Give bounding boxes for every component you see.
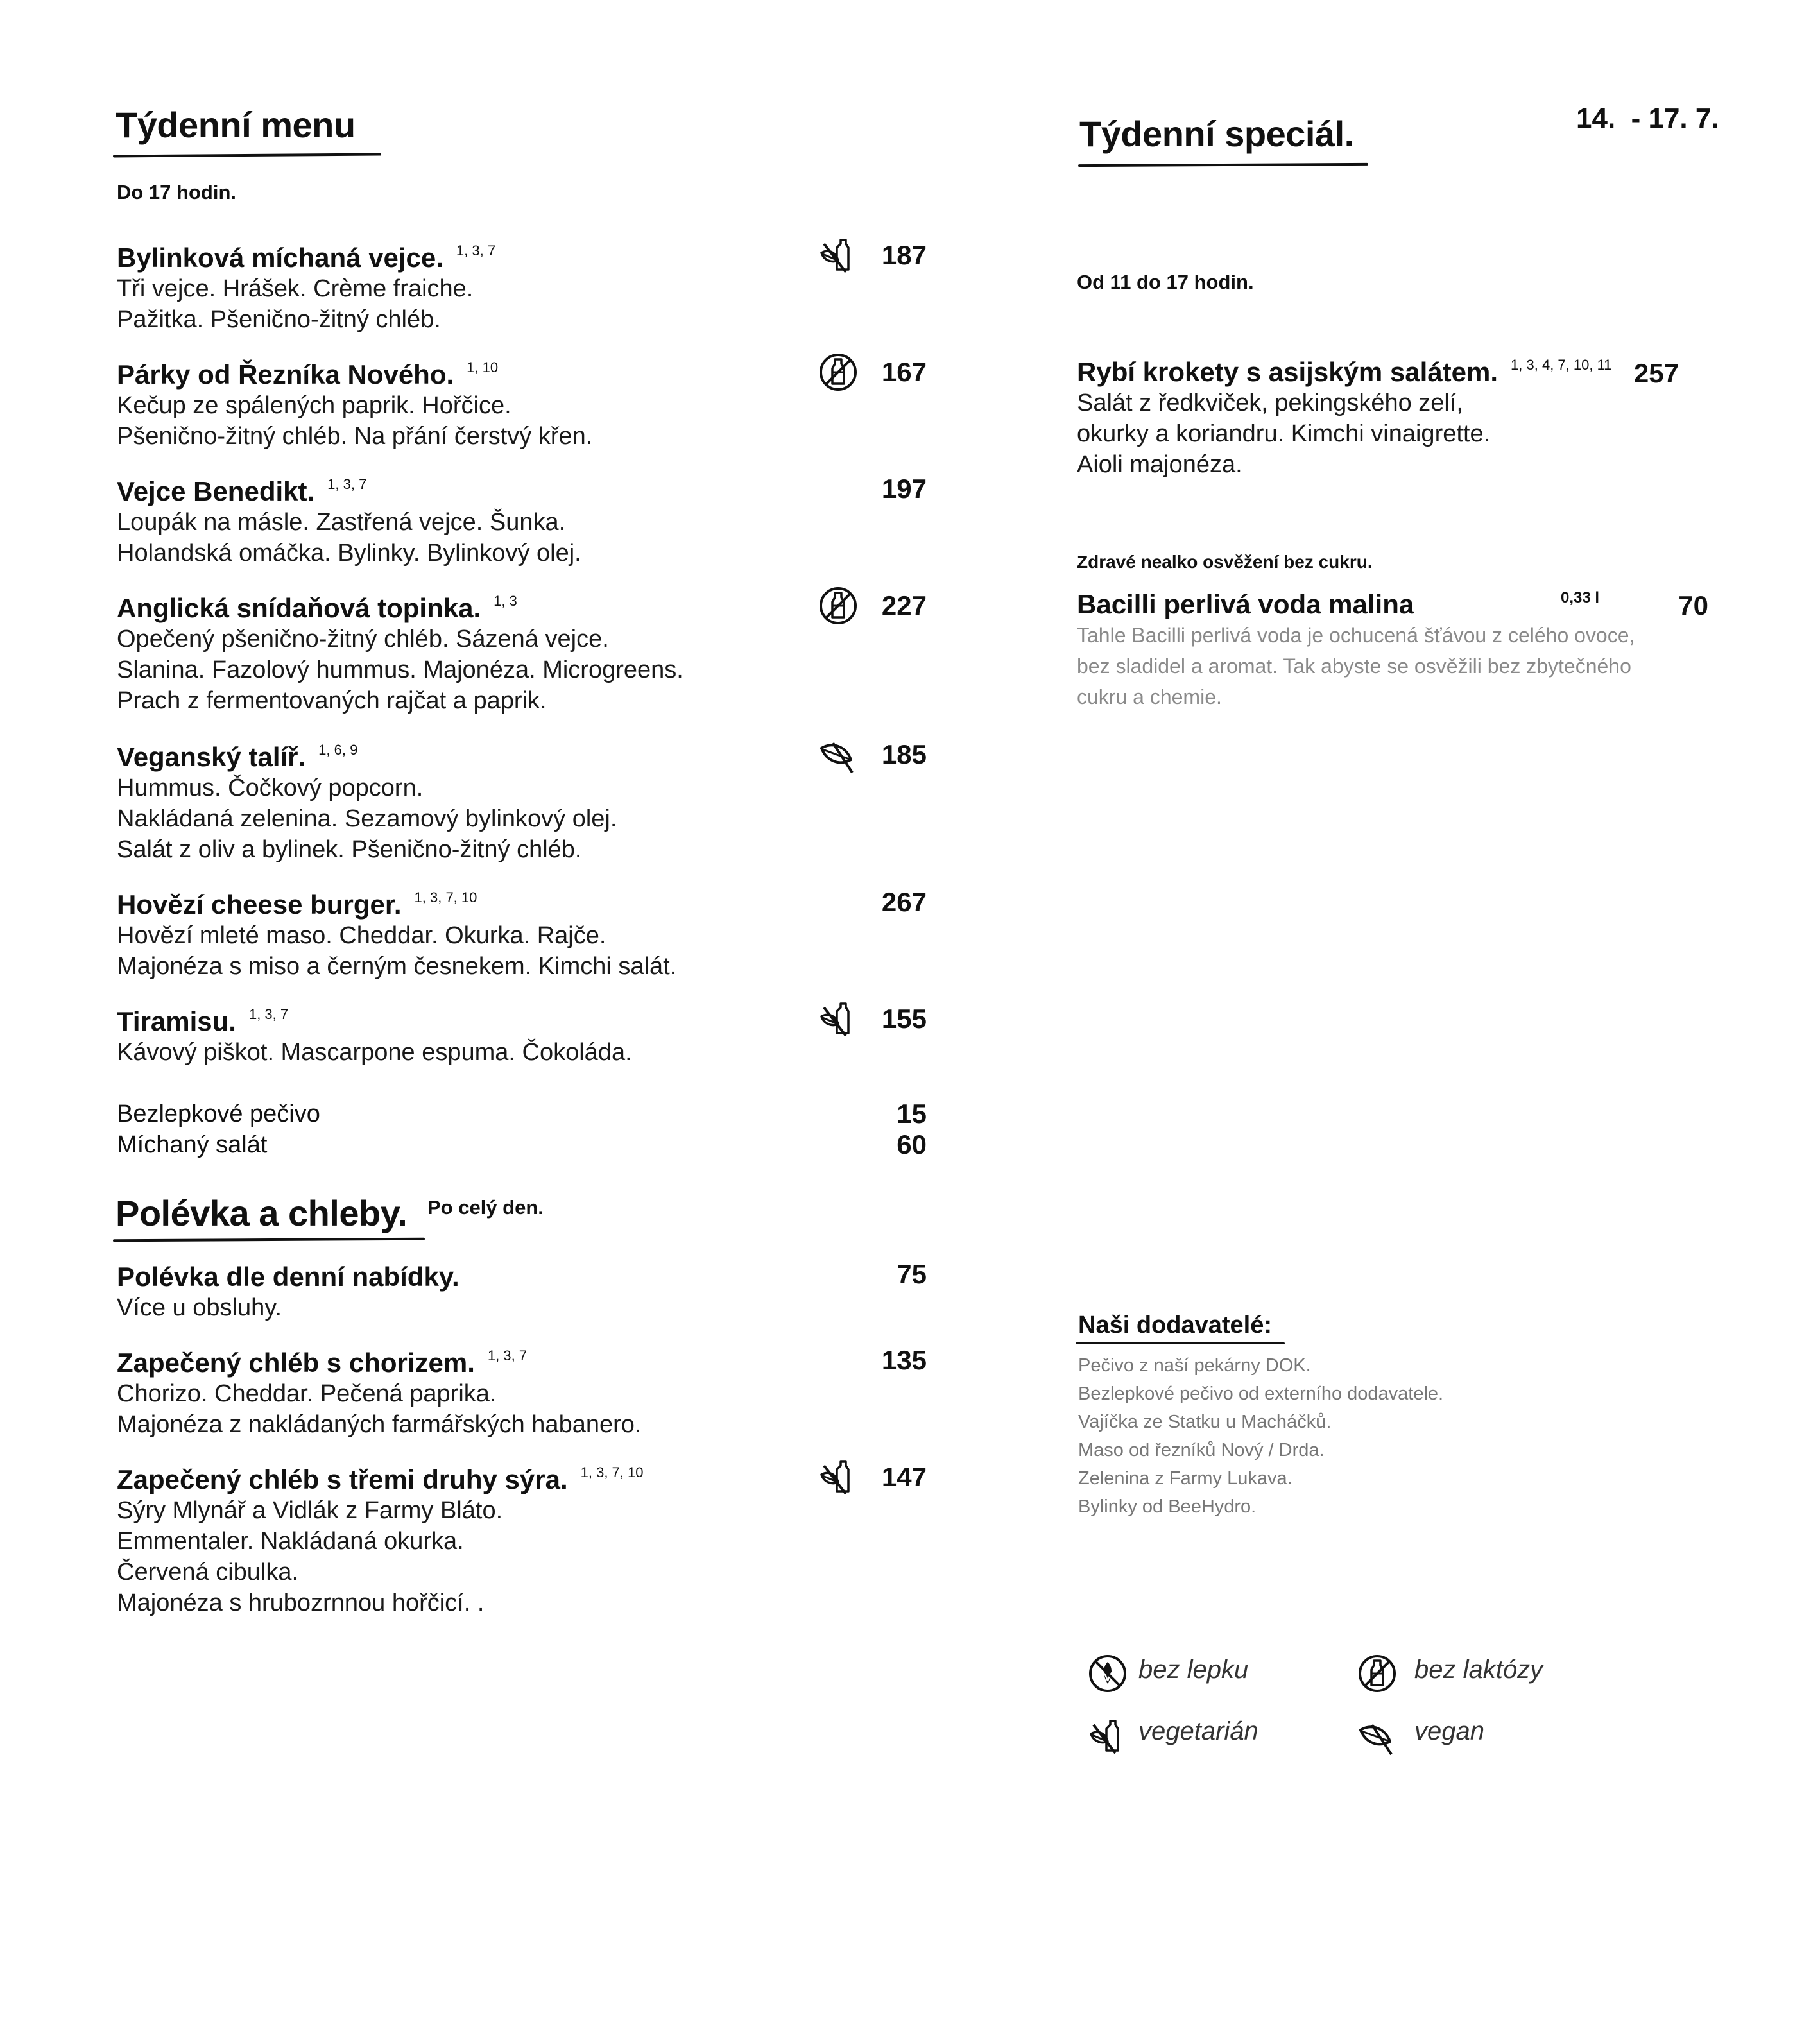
menu-item-price: 197 xyxy=(881,474,927,504)
menu-item-desc: Více u obsluhy. xyxy=(117,1294,282,1321)
menu-item xyxy=(117,889,676,982)
menu-item xyxy=(117,243,495,335)
extra-item-name: Bezlepkové pečivo xyxy=(117,1100,320,1127)
menu-item-allergens: 1, 6, 9 xyxy=(318,742,358,758)
menu-item-desc: Kečup ze spálených paprik. Hořčice. xyxy=(117,392,511,419)
menu-item-allergens: 1, 10 xyxy=(467,359,499,375)
menu-item-allergens: 1, 3, 7 xyxy=(248,1006,289,1022)
title-underline xyxy=(113,1238,425,1242)
menu-item xyxy=(117,1262,459,1323)
special-item-allergens: 1, 3, 4, 7, 10, 11 xyxy=(1511,357,1612,373)
menu-item-desc: Holandská omáčka. Bylinky. Bylinkový olej. xyxy=(117,540,581,567)
menu-item-desc: Opečený pšenično-žitný chléb. Sázená vejce. xyxy=(117,626,609,653)
drink-item-name: Bacilli perlivá voda malina xyxy=(1077,589,1414,619)
soup-section-title: Polévka a chleby. xyxy=(116,1193,408,1233)
title-underline xyxy=(1076,1342,1285,1344)
special-item-desc: okurky a koriandru. Kimchi vinaigrette. xyxy=(1077,420,1491,447)
legend-label: bez laktózy xyxy=(1414,1656,1543,1684)
vegetarian-icon xyxy=(818,235,859,276)
menu-item-price: 135 xyxy=(881,1345,927,1375)
menu-item xyxy=(117,1006,632,1068)
menu-item-desc: Majonéza s miso a černým česnekem. Kimchi salát. xyxy=(117,953,677,980)
menu-item-desc: Pšenično-žitný chléb. Na přání čerstvý křen. xyxy=(117,423,593,450)
menu-item-name: Veganský talíř. $^{1, 6, 9}$ xyxy=(117,742,358,772)
menu-item-name: Anglická snídaňová topinka. $^{1, 3}$ xyxy=(117,593,517,623)
drink-price: 70 xyxy=(1678,590,1708,621)
menu-item-price: 227 xyxy=(881,590,927,621)
menu-item-desc: Slanina. Fazolový hummus. Majonéza. Microgreens. xyxy=(117,656,683,683)
menu-item-desc: Červená cibulka. xyxy=(117,1559,299,1586)
menu-item-name: Zapečený chléb s třemi druhy sýra. $^{1, 3, 7, 10}$ xyxy=(117,1464,644,1494)
drink-item-desc: bez sladidel a aromat. Tak abyste se osvěžili bez zbytečného xyxy=(1077,655,1631,678)
menu-item-name: Párky od Řezníka Nového. $^{1, 10}$ xyxy=(117,359,499,390)
menu-item-allergens: 1, 3, 7, 10 xyxy=(580,1464,644,1480)
menu-item-desc: Prach z fermentovaných rajčat a paprik. xyxy=(117,687,547,714)
menu-item-name: Bylinková míchaná vejce. $^{1, 3, 7}$ xyxy=(117,243,496,273)
supplier-line: Vajíčka ze Statku u Macháčků. xyxy=(1078,1412,1332,1432)
extra-item-price: 15 xyxy=(897,1099,927,1129)
menu-item-desc: Hovězí mleté maso. Cheddar. Okurka. Rajče. xyxy=(117,922,606,949)
supplier-line: Pečivo z naší pekárny DOK. xyxy=(1078,1355,1311,1376)
vegan-icon xyxy=(1357,1716,1398,1757)
menu-item-desc: Tři vejce. Hrášek. Crème fraiche. xyxy=(117,275,474,302)
vegetarian-icon xyxy=(1087,1716,1128,1757)
supplier-line: Bezlepkové pečivo od externího dodavatele. xyxy=(1078,1383,1444,1404)
menu-item-name: Vejce Benedikt. $^{1, 3, 7}$ xyxy=(117,476,367,506)
special-item-price: 257 xyxy=(1633,358,1679,388)
menu-item-allergens: 1, 3, 7 xyxy=(327,476,367,492)
menu-item-desc: Emmentaler. Nakládaná okurka. xyxy=(117,1528,464,1555)
supplier-line: Bylinky od BeeHydro. xyxy=(1078,1496,1257,1517)
weekly-menu-hours: Do 17 hodin. xyxy=(117,181,236,203)
menu-item-desc: Hummus. Čočkový popcorn. xyxy=(117,775,424,801)
menu-item-allergens: 1, 3, 7, 10 xyxy=(414,889,477,905)
drinks-heading: Zdravé nealko osvěžení bez cukru. xyxy=(1077,552,1373,572)
weekly-special-title: Týdenní speciál. xyxy=(1079,114,1354,154)
menu-item-price: 185 xyxy=(881,739,927,769)
drink-volume: 0,33 l xyxy=(1561,589,1600,606)
menu-item xyxy=(117,476,581,569)
extra-item-name: Míchaný salát xyxy=(117,1131,268,1158)
legend-label: bez lepku xyxy=(1138,1656,1249,1684)
special-hours: Od 11 do 17 hodin. xyxy=(1077,271,1254,293)
vegetarian-icon xyxy=(818,1457,859,1498)
title-underline xyxy=(1078,163,1368,167)
drink-item xyxy=(1077,589,1635,712)
menu-item xyxy=(117,1464,643,1618)
extra-item-price: 60 xyxy=(897,1129,927,1160)
menu-item-desc: Chorizo. Cheddar. Pečená paprika. xyxy=(117,1380,497,1407)
lactose-free-icon xyxy=(818,585,859,626)
menu-item xyxy=(117,593,683,716)
menu-item-price: 155 xyxy=(881,1004,927,1034)
menu-item-allergens: 1, 3, 7 xyxy=(487,1348,528,1364)
vegetarian-icon xyxy=(818,998,859,1040)
menu-item-desc: Sýry Mlynář a Vidlák z Farmy Bláto. xyxy=(117,1497,503,1524)
gluten-free-icon xyxy=(1087,1653,1128,1694)
special-item-name: Rybí krokety s asijským salátem. $^{1, 3, 4, 7, 10, 11}$ xyxy=(1077,357,1612,387)
menu-item-price: 75 xyxy=(897,1259,927,1289)
lactose-free-icon xyxy=(818,352,859,393)
special-item xyxy=(1077,357,1611,480)
menu-item-name: Tiramisu. $^{1, 3, 7}$ xyxy=(117,1006,289,1036)
lactose-free-icon xyxy=(1357,1653,1398,1694)
legend-label: vegan xyxy=(1414,1717,1484,1745)
special-date-range: 14. - 17. 7. xyxy=(1576,103,1719,134)
menu-item-allergens: 1, 3, 7 xyxy=(456,243,496,259)
menu-item-desc: Nakládaná zelenina. Sezamový bylinkový olej. xyxy=(117,805,617,832)
special-item-desc: Salát z ředkviček, pekingského zelí, xyxy=(1077,390,1463,416)
menu-item-desc: Majonéza s hrubozrnnou hořčicí. . xyxy=(117,1589,485,1616)
drink-item-desc: cukru a chemie. xyxy=(1077,685,1222,708)
supplier-line: Zelenina z Farmy Lukava. xyxy=(1078,1468,1292,1489)
menu-item-name: Hovězí cheese burger. $^{1, 3, 7, 10}$ xyxy=(117,889,477,920)
menu-item-price: 267 xyxy=(881,887,927,917)
menu-item-price: 167 xyxy=(881,357,927,387)
supplier-line: Maso od řezníků Nový / Drda. xyxy=(1078,1440,1325,1460)
suppliers-list xyxy=(1078,1351,1443,1521)
menu-item-name: Zapečený chléb s chorizem. $^{1, 3, 7}$ xyxy=(117,1348,528,1378)
menu-item-desc: Salát z oliv a bylinek. Pšenično-žitný chléb. xyxy=(117,836,582,863)
weekly-menu-title: Týdenní menu xyxy=(116,105,356,145)
menu-item-desc: Pažitka. Pšenično-žitný chléb. xyxy=(117,306,441,333)
vegan-icon xyxy=(818,734,859,775)
menu-item-desc: Majonéza z nakládaných farmářských habanero. xyxy=(117,1411,642,1438)
legend-label: vegetarián xyxy=(1138,1717,1258,1745)
menu-item-allergens: 1, 3 xyxy=(494,593,517,609)
menu-item-price: 187 xyxy=(881,240,927,270)
menu-item-desc: Kávový piškot. Mascarpone espuma. Čokoláda. xyxy=(117,1039,632,1066)
menu-item xyxy=(117,1348,641,1440)
menu-item xyxy=(117,359,592,452)
menu-item-desc: Loupák na másle. Zastřená vejce. Šunka. xyxy=(117,509,566,536)
special-item-desc: Aioli majonéza. xyxy=(1077,451,1242,478)
drink-item-desc: Tahle Bacilli perlivá voda je ochucená šťávou z celého ovoce, xyxy=(1077,624,1635,647)
menu-item-price: 147 xyxy=(881,1462,927,1492)
menu-item-name: Polévka dle denní nabídky. xyxy=(117,1262,459,1292)
suppliers-title: Naši dodavatelé: xyxy=(1078,1312,1272,1339)
soup-section-note: Po celý den. xyxy=(427,1196,544,1219)
title-underline xyxy=(113,153,381,158)
menu-item xyxy=(117,742,617,865)
